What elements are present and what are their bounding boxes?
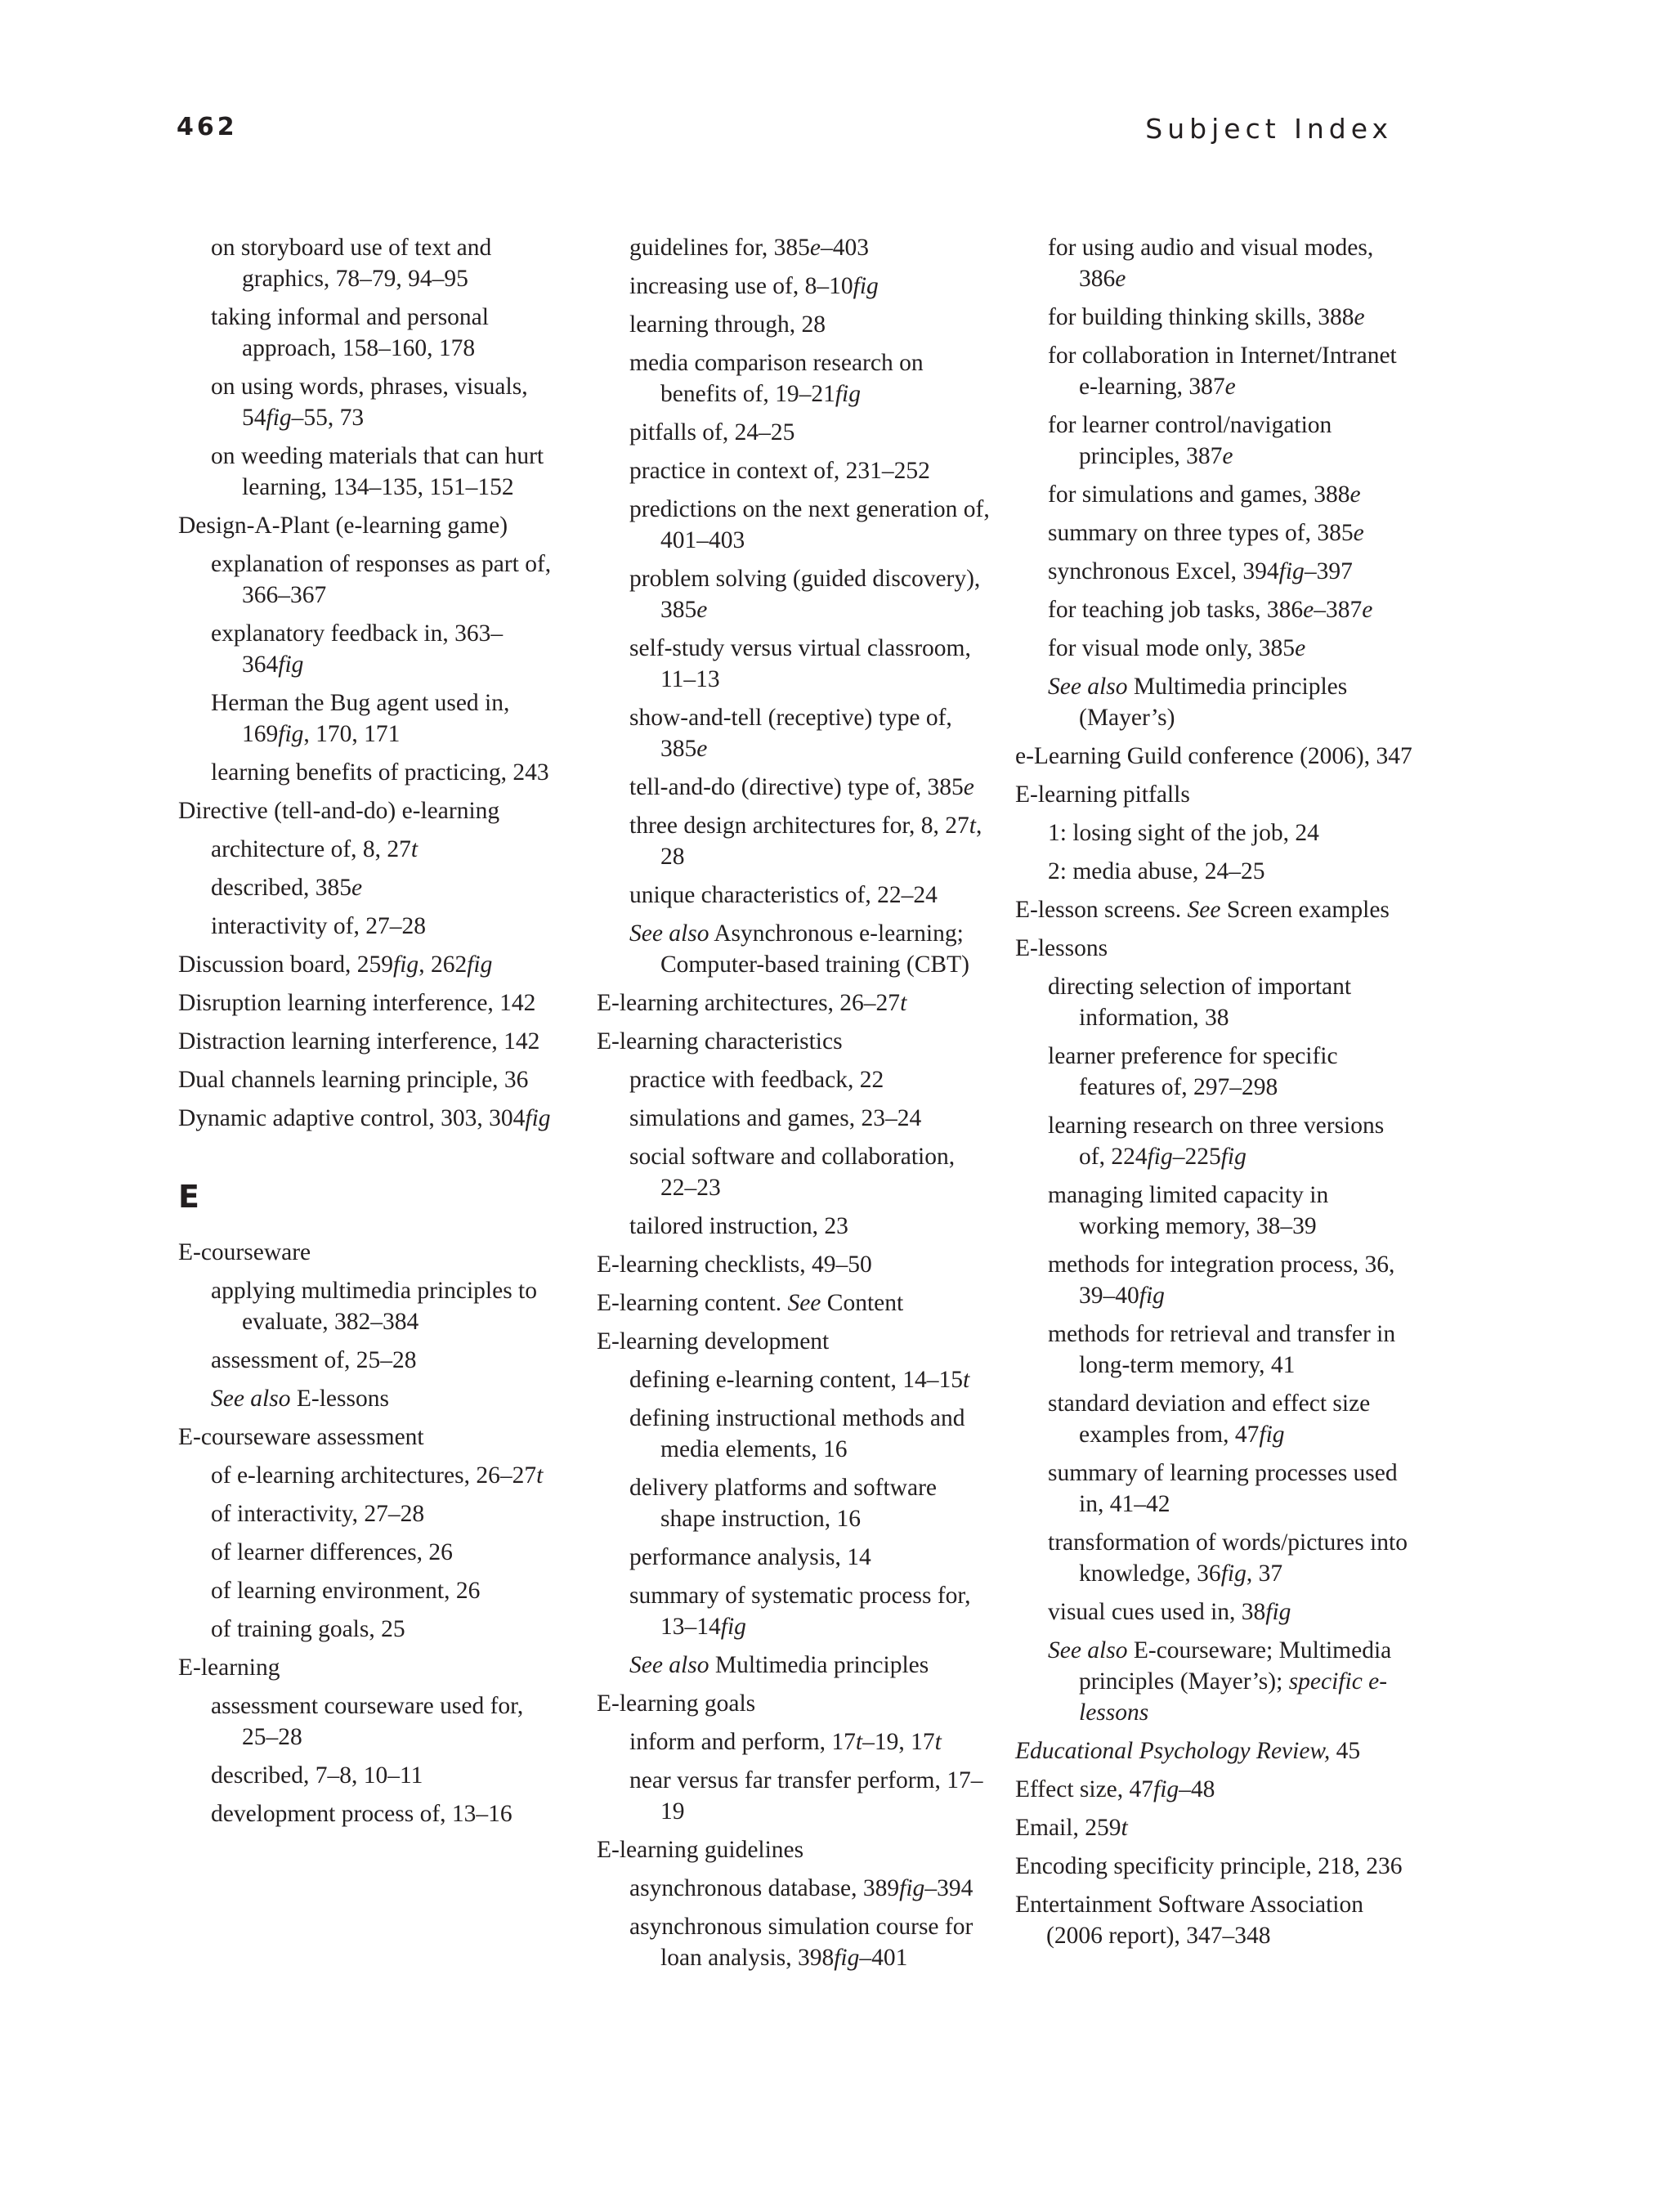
index-entry [1015, 894, 1414, 925]
index-subentry [1048, 340, 1414, 402]
italic-text: e [1222, 443, 1233, 469]
index-subentry [629, 1726, 991, 1758]
entry-text: , 170, 171 [303, 721, 401, 747]
index-subentry [629, 494, 991, 556]
italic-text: fig [1220, 1144, 1247, 1170]
italic-text: t [855, 1729, 863, 1755]
entry-text: development process of, 13–16 [211, 1801, 512, 1827]
index-entry [178, 795, 562, 826]
entry-text: described, 7–8, 10–11 [211, 1762, 423, 1789]
italic-text: e [1115, 266, 1126, 292]
index-entry [1015, 1812, 1414, 1843]
entry-text: Email, 259 [1015, 1815, 1121, 1841]
index-entry [1015, 1851, 1414, 1882]
italic-text: fig [393, 952, 419, 978]
entry-text: E-lessons [1015, 935, 1108, 961]
entry-text: Dynamic adaptive control, 303, 304 [178, 1105, 526, 1131]
entry-text: learner preference for specific features of, 297–298 [1048, 1043, 1338, 1100]
italic-text: fig [834, 1945, 860, 1971]
running-head [177, 113, 1393, 162]
entry-text: E-learning characteristics [597, 1028, 843, 1055]
index-subentry [629, 918, 991, 980]
index-subentry [629, 1472, 991, 1534]
index-subentry [1048, 1388, 1414, 1450]
entry-text: social software and collaboration, 22–23 [629, 1144, 956, 1201]
index-subentry [1048, 1110, 1414, 1172]
index-subentry [1048, 671, 1414, 733]
index-subentry [1048, 971, 1414, 1033]
entry-text: tell-and-do (directive) type of, 385 [629, 774, 964, 800]
entry-text: E-lesson screens. [1015, 897, 1188, 923]
index-subentry [1048, 1635, 1414, 1728]
italic-text: fig [278, 652, 304, 678]
italic-text: fig [1220, 1560, 1247, 1587]
index-entry [597, 1688, 991, 1719]
index-entry [178, 1652, 562, 1683]
entry-text: Multimedia principles (Mayer’s) [1079, 674, 1348, 731]
entry-text: Disruption learning interference, 142 [178, 990, 536, 1016]
index-subentry [629, 1911, 991, 1973]
entry-text: for visual mode only, 385 [1048, 635, 1296, 661]
entry-text: E-learning development [597, 1328, 830, 1355]
index-entry [1015, 1774, 1414, 1805]
index-subentry [1048, 479, 1414, 510]
entry-text: defining instructional methods and media elements, 16 [629, 1405, 965, 1462]
entry-text: –225 [1172, 1144, 1221, 1170]
entry-text: increasing use of, 8–10 [629, 273, 853, 299]
italic-text: fig [278, 721, 304, 747]
index-subentry [1048, 1458, 1414, 1520]
entry-text: practice with feedback, 22 [629, 1067, 884, 1093]
index-subentry [629, 271, 991, 302]
entry-text: Herman the Bug agent used in, 169 [211, 690, 510, 747]
italic-text: fig [1139, 1283, 1165, 1309]
italic-text: fig [266, 405, 292, 431]
entry-text: media comparison research on benefits of, 19–21 [629, 350, 924, 407]
entry-text: E-learning goals [597, 1690, 756, 1717]
italic-text: See [787, 1290, 821, 1316]
index-subentry [1048, 594, 1414, 625]
index-subentry [629, 810, 991, 872]
entry-text: of e-learning architectures, 26–27 [211, 1462, 537, 1489]
entry-text: near versus far transfer perform, 17–19 [629, 1767, 983, 1825]
index-subentry [211, 1614, 562, 1645]
italic-text: fig [525, 1105, 551, 1131]
entry-text: performance analysis, 14 [629, 1544, 871, 1570]
index-subentry [629, 1103, 991, 1134]
entry-text: explanation of responses as part of, 366–367 [211, 551, 552, 608]
index-subentry [629, 1211, 991, 1242]
index-entry [178, 987, 562, 1019]
entry-text: E-learning content. [597, 1290, 788, 1316]
index-subentry [629, 1064, 991, 1095]
index-subentry [1048, 1319, 1414, 1381]
entry-text: –55, 73 [291, 405, 365, 431]
entry-text: delivery platforms and software shape instruction, 16 [629, 1475, 937, 1532]
entry-text: three design architectures for, 8, 27 [629, 813, 969, 839]
entry-text: Discussion board, 259 [178, 952, 394, 978]
section-title: Subject Index [1145, 113, 1393, 145]
entry-text: standard deviation and effect size examples from, 47 [1048, 1390, 1371, 1448]
entry-text: Asynchronous e-learning; Computer-based training (CBT) [660, 920, 969, 978]
entry-text: E-courseware assessment [178, 1424, 424, 1450]
index-subentry [629, 702, 991, 764]
entry-text: –394 [924, 1875, 974, 1901]
index-subentry [211, 618, 562, 680]
index-entry [178, 1103, 562, 1134]
index-subentry [211, 1498, 562, 1529]
index-subentry [629, 347, 991, 410]
index-subentry [1048, 556, 1414, 587]
entry-text: practice in context of, 231–252 [629, 458, 930, 484]
entry-text: for teaching job tasks, 386 [1048, 597, 1304, 623]
entry-text: show-and-tell (receptive) type of, 385 [629, 705, 952, 762]
entry-text: 45 [1330, 1738, 1361, 1764]
entry-text: Design-A-Plant (e-learning game) [178, 513, 508, 539]
entry-text: E-courseware [178, 1239, 311, 1265]
entry-text: self-study versus virtual classroom, 11–13 [629, 635, 971, 692]
italic-text: t [1121, 1815, 1128, 1841]
entry-text: explanatory feedback in, 363–364 [211, 620, 504, 678]
index-entry [1015, 1889, 1414, 1951]
italic-text: t [900, 990, 907, 1016]
index-entry [597, 987, 991, 1019]
italic-text: fig [1265, 1599, 1291, 1625]
entry-text: Encoding specificity principle, 218, 236 [1015, 1853, 1403, 1879]
italic-text: t [969, 813, 976, 839]
entry-text: defining e-learning content, 14–15 [629, 1367, 963, 1393]
italic-text: Educational Psychology Review, [1015, 1738, 1331, 1764]
entry-text: synchronous Excel, 394 [1048, 558, 1279, 584]
italic-text: e [1362, 597, 1373, 623]
index-subentry [629, 1542, 991, 1573]
index-entry [178, 1237, 562, 1268]
index-subentry [211, 1537, 562, 1568]
italic-text: See [1187, 897, 1221, 923]
entry-text: learning through, 28 [629, 311, 826, 338]
entry-text: –387 [1314, 597, 1363, 623]
index-subentry [211, 872, 562, 903]
index-entry [597, 1287, 991, 1319]
index-subentry [211, 1383, 562, 1414]
italic-text: specific e-lessons [1079, 1668, 1388, 1726]
entry-text: –401 [859, 1945, 908, 1971]
entry-text: applying multimedia principles to evaluate, 382–384 [211, 1278, 537, 1335]
italic-text: e [963, 774, 974, 800]
italic-text: See also [1048, 674, 1128, 700]
italic-text: e [1224, 374, 1236, 400]
italic-text: fig [835, 381, 861, 407]
index-subentry [211, 302, 562, 364]
entry-text: for using audio and visual modes, 386 [1048, 235, 1374, 292]
italic-text: t [962, 1367, 970, 1393]
page-number: 462 [177, 113, 238, 141]
entry-text: E-learning pitfalls [1015, 781, 1190, 808]
entry-text: on using words, phrases, visuals, 54 [211, 374, 528, 431]
index-subentry [211, 757, 562, 788]
entry-text: simulations and games, 23–24 [629, 1105, 922, 1131]
index-subentry [211, 232, 562, 294]
index-column-3 [1015, 232, 1414, 1959]
index-subentry [211, 911, 562, 942]
index-subentry [1048, 1041, 1414, 1103]
entry-text: E-learning [178, 1655, 280, 1681]
index-subentry [629, 309, 991, 340]
entry-text: E-learning architectures, 26–27 [597, 990, 901, 1016]
entry-text: inform and perform, 17 [629, 1729, 856, 1755]
italic-text: fig [1153, 1776, 1179, 1802]
italic-text: fig [1278, 558, 1305, 584]
index-subentry [629, 1765, 991, 1827]
index-subentry [1048, 1249, 1414, 1311]
entry-text: E-courseware; Multimedia principles (Mayer’s); [1079, 1637, 1392, 1695]
index-subentry [629, 880, 991, 911]
entry-text: assessment of, 25–28 [211, 1347, 417, 1373]
entry-text: predictions on the next generation of, 401–403 [629, 496, 990, 553]
italic-text: e [696, 597, 708, 623]
italic-text: t [934, 1729, 942, 1755]
entry-text: methods for retrieval and transfer in long-term memory, 41 [1048, 1321, 1396, 1378]
italic-text: t [410, 836, 418, 862]
italic-text: See also [629, 920, 709, 947]
index-subentry [629, 772, 991, 803]
index-subentry [629, 232, 991, 263]
entry-text: problem solving (guided discovery), 385 [629, 566, 981, 623]
italic-text: fig [899, 1875, 925, 1901]
entry-text: learning research on three versions of, 224 [1048, 1113, 1385, 1170]
index-subentry [211, 1460, 562, 1491]
entry-text: –48 [1179, 1776, 1215, 1802]
index-subentry [211, 441, 562, 503]
entry-text: on storyboard use of text and graphics, 78–79, 94–95 [211, 235, 492, 292]
italic-text: t [536, 1462, 544, 1489]
entry-text: on weeding materials that can hurt learning, 134–135, 151–152 [211, 443, 544, 500]
italic-text: fig [853, 273, 879, 299]
index-subentry [211, 1760, 562, 1791]
entry-text: methods for integration process, 36, 39–40 [1048, 1252, 1395, 1309]
index-subentry [211, 1275, 562, 1337]
index-entry [178, 1422, 562, 1453]
index-subentry [1048, 302, 1414, 333]
index-entry [1015, 933, 1414, 964]
italic-text: e [1353, 520, 1364, 546]
index-subentry [1048, 817, 1414, 849]
index-entry [1015, 741, 1414, 772]
entry-text: –19, 17 [862, 1729, 935, 1755]
index-entry [178, 949, 562, 980]
index-subentry [211, 371, 562, 433]
index-subentry [1048, 856, 1414, 887]
entry-text: of training goals, 25 [211, 1616, 405, 1642]
italic-text: e [1295, 635, 1306, 661]
index-subentry [1048, 232, 1414, 294]
entry-text: for learner control/navigation principles, 387 [1048, 412, 1332, 469]
entry-text: of learner differences, 26 [211, 1539, 453, 1565]
letter-heading: E [178, 1179, 199, 1215]
entry-text: E-learning guidelines [597, 1837, 804, 1863]
index-subentry [211, 1575, 562, 1606]
entry-text: 1: losing sight of the job, 24 [1048, 820, 1319, 846]
index-subentry [629, 1873, 991, 1904]
entry-text: learning benefits of practicing, 243 [211, 759, 549, 786]
italic-text: e [1303, 597, 1314, 623]
entry-text: guidelines for, 385 [629, 235, 810, 261]
entry-text: Entertainment Software Association (2006 report), 347–348 [1015, 1892, 1364, 1949]
index-entry [1015, 779, 1414, 810]
entry-text: , 28 [660, 813, 982, 870]
index-subentry [629, 455, 991, 486]
entry-text: , 37 [1246, 1560, 1283, 1587]
entry-text: asynchronous database, 389 [629, 1875, 900, 1901]
italic-text: See also [1048, 1637, 1128, 1663]
entry-text: –397 [1304, 558, 1353, 584]
entry-text: of interactivity, 27–28 [211, 1501, 425, 1527]
index-entry [597, 1249, 991, 1280]
index-subentry [1048, 1596, 1414, 1628]
italic-text: e [351, 875, 363, 901]
entry-text: Directive (tell-and-do) e-learning [178, 798, 500, 824]
entry-text: architecture of, 8, 27 [211, 836, 411, 862]
entry-text: unique characteristics of, 22–24 [629, 882, 938, 908]
entry-text: Multimedia principles [709, 1652, 929, 1678]
entry-text: Content [821, 1290, 904, 1316]
entry-text: e-Learning Guild conference (2006), 347 [1015, 743, 1412, 769]
italic-text: e [696, 736, 708, 762]
index-subentry [629, 1364, 991, 1395]
index-subentry [1048, 1527, 1414, 1589]
entry-text: E-lessons [290, 1386, 389, 1412]
index-subentry [211, 1690, 562, 1753]
index-column-1 [178, 232, 562, 1837]
entry-text: transformation of words/pictures into knowledge, 36 [1048, 1529, 1408, 1587]
entry-text: for building thinking skills, 388 [1048, 304, 1354, 330]
index-subentry [211, 549, 562, 611]
entry-text: of learning environment, 26 [211, 1578, 481, 1604]
index-subentry [1048, 410, 1414, 472]
entry-text: –403 [820, 235, 869, 261]
entry-text: described, 385 [211, 875, 352, 901]
index-subentry [629, 1403, 991, 1465]
entry-text: taking informal and personal approach, 158–160, 178 [211, 304, 489, 361]
index-subentry [1048, 1180, 1414, 1242]
index-subentry [1048, 517, 1414, 549]
italic-text: e [809, 235, 821, 261]
italic-text: e [1354, 304, 1365, 330]
italic-text: See also [211, 1386, 291, 1412]
entry-text: for collaboration in Internet/Intranet e-learning, 387 [1048, 343, 1397, 400]
entry-text: Effect size, 47 [1015, 1776, 1154, 1802]
index-entry [178, 1026, 562, 1057]
index-entry [178, 510, 562, 541]
index-subentry [629, 563, 991, 625]
index-entry [597, 1326, 991, 1357]
index-subentry [211, 1798, 562, 1829]
entry-text: summary of learning processes used in, 41–42 [1048, 1460, 1398, 1517]
italic-text: fig [720, 1614, 746, 1640]
entry-text: visual cues used in, 38 [1048, 1599, 1266, 1625]
entry-text: summary on three types of, 385 [1048, 520, 1354, 546]
entry-text: assessment courseware used for, 25–28 [211, 1693, 524, 1750]
index-subentry [211, 687, 562, 750]
index-subentry [629, 633, 991, 695]
entry-text: interactivity of, 27–28 [211, 913, 426, 939]
index-subentry [629, 1141, 991, 1203]
italic-text: See also [629, 1652, 709, 1678]
entry-text: summary of systematic process for, 13–14 [629, 1583, 971, 1640]
index-entry [597, 1834, 991, 1865]
entry-text: tailored instruction, 23 [629, 1213, 848, 1239]
entry-text: E-learning checklists, 49–50 [597, 1252, 872, 1278]
italic-text: fig [1259, 1422, 1285, 1448]
entry-text: , 262 [418, 952, 468, 978]
entry-text: asynchronous simulation course for loan analysis, 398 [629, 1914, 974, 1971]
index-subentry [211, 834, 562, 865]
italic-text: fig [1147, 1144, 1173, 1170]
index-subentry [211, 1345, 562, 1376]
index-entry [597, 1026, 991, 1057]
index-subentry [629, 1580, 991, 1642]
index-subentry [629, 417, 991, 448]
entry-text: Distraction learning interference, 142 [178, 1028, 540, 1055]
entry-text: Dual channels learning principle, 36 [178, 1067, 529, 1093]
entry-text: directing selection of important information, 38 [1048, 974, 1352, 1031]
index-column-2 [597, 232, 991, 1981]
italic-text: e [1349, 481, 1361, 508]
entry-text: 2: media abuse, 24–25 [1048, 858, 1265, 884]
entry-text: for simulations and games, 388 [1048, 481, 1350, 508]
index-entry [1015, 1735, 1414, 1766]
index-subentry [629, 1650, 991, 1681]
entry-text: managing limited capacity in working memory, 38–39 [1048, 1182, 1329, 1239]
index-subentry [1048, 633, 1414, 664]
entry-text: pitfalls of, 24–25 [629, 419, 795, 446]
index-entry [178, 1064, 562, 1095]
italic-text: fig [467, 952, 493, 978]
entry-text: Screen examples [1220, 897, 1390, 923]
